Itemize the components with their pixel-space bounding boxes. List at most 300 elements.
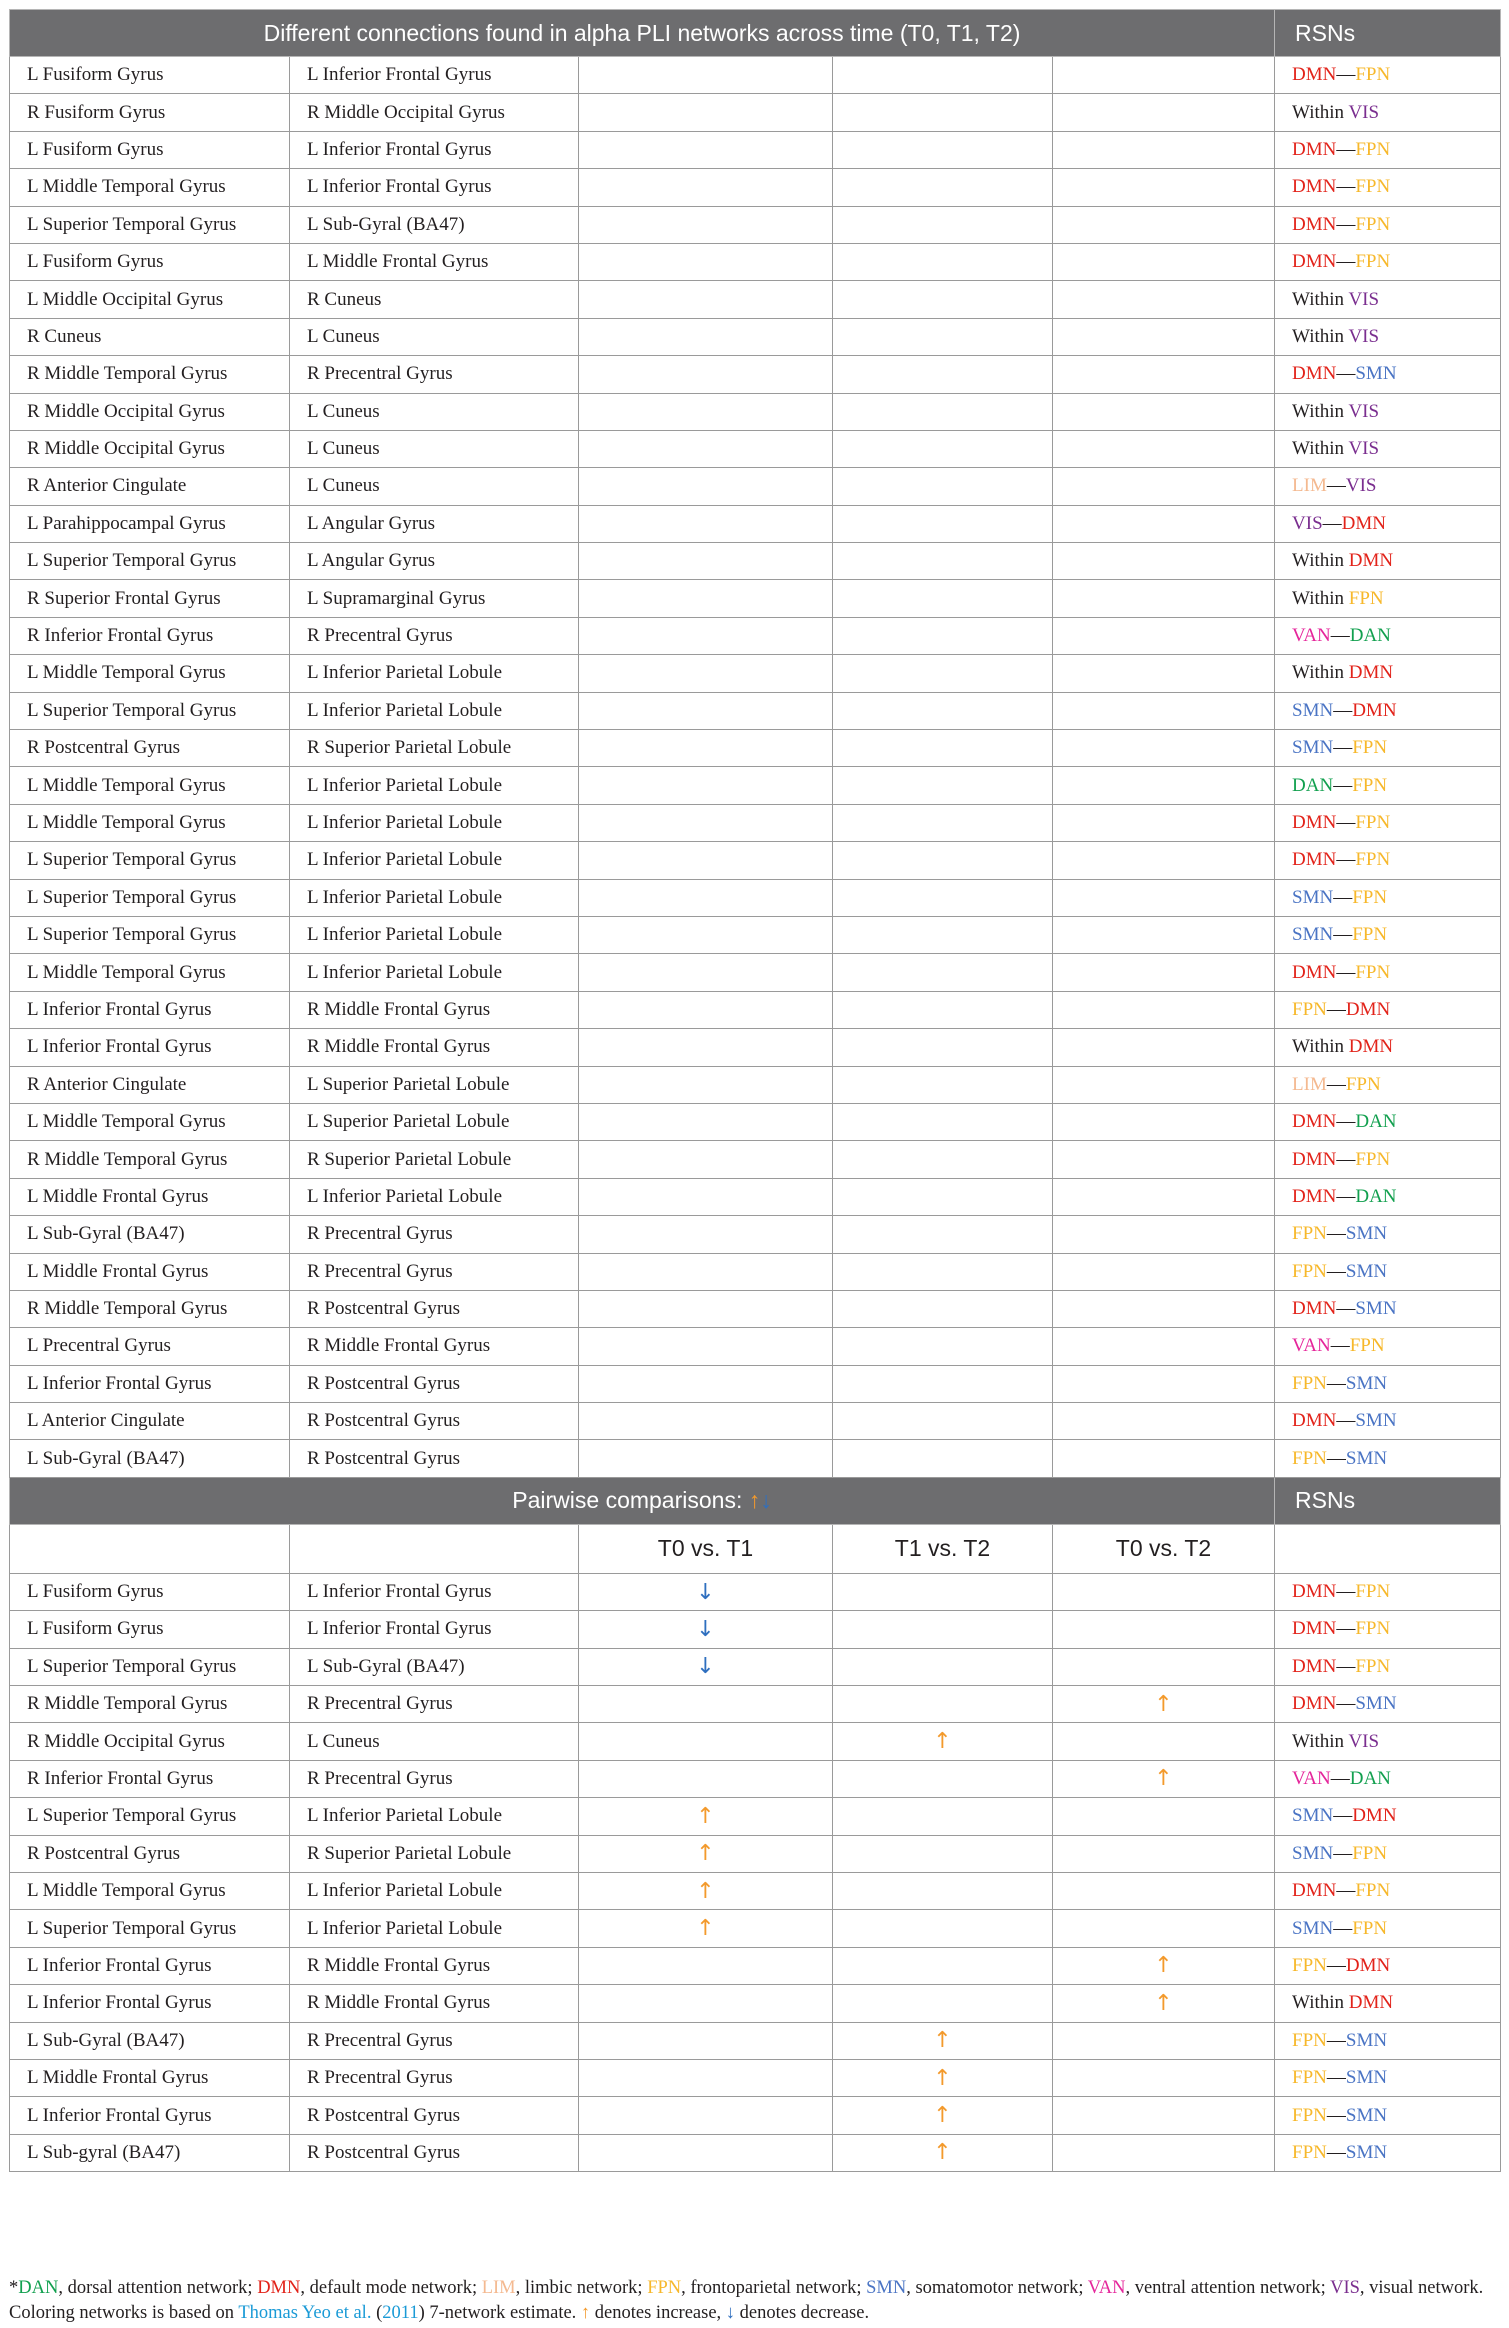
empty-cell xyxy=(833,468,1053,505)
rsn-dash: — xyxy=(1326,1372,1346,1394)
region-a-cell: R Superior Frontal Gyrus xyxy=(10,580,290,617)
footnote-van-text: , ventral attention network; xyxy=(1125,2278,1331,2298)
region-b-cell: R Superior Parietal Lobule xyxy=(290,730,579,767)
rsn-network-2: FPN xyxy=(1352,1917,1388,1939)
region-a-cell: L Middle Temporal Gyrus xyxy=(10,655,290,692)
region-a-cell: L Middle Temporal Gyrus xyxy=(10,1103,290,1140)
empty-cell xyxy=(579,393,833,430)
comparison-cell xyxy=(579,1648,833,1685)
table-row xyxy=(10,243,1501,280)
rsn-within-label: Within xyxy=(1292,1730,1345,1752)
region-a-cell: L Precentral Gyrus xyxy=(10,1328,290,1365)
empty-cell xyxy=(833,692,1053,729)
empty-cell xyxy=(579,879,833,916)
table-title-row xyxy=(10,10,1501,57)
footnote-vis-text: , visual network. Coloring networks is based on xyxy=(9,2278,1484,2323)
region-a-cell: R Inferior Frontal Gyrus xyxy=(10,617,290,654)
empty-cell xyxy=(579,617,833,654)
arrow-up-icon: ↑ xyxy=(1154,1990,1173,2016)
rsn-network-2: FPN xyxy=(1355,1618,1391,1640)
rsn-cell xyxy=(1275,1910,1501,1947)
rsn-network: VIS xyxy=(1348,438,1380,460)
footnote-dmn-text: , default mode network; xyxy=(300,2278,482,2298)
region-b-cell: L Inferior Parietal Lobule xyxy=(290,1910,579,1947)
pairwise-row xyxy=(10,1798,1501,1835)
pairwise-row xyxy=(10,1985,1501,2022)
rsn-dash: — xyxy=(1326,1447,1346,1469)
rsn-cell xyxy=(1275,991,1501,1028)
rsn-within-label: Within xyxy=(1292,587,1345,609)
region-a-cell: L Fusiform Gyrus xyxy=(10,243,290,280)
empty-cell xyxy=(833,954,1053,991)
comparison-cell xyxy=(579,2134,833,2171)
rsn-network-2: DMN xyxy=(1352,1805,1397,1827)
empty-cell xyxy=(579,1403,833,1440)
empty-cell xyxy=(833,991,1053,1028)
comparison-cell xyxy=(579,1798,833,1835)
region-b-cell: R Postcentral Gyrus xyxy=(290,1403,579,1440)
arrow-up-icon: ↑ xyxy=(933,2103,952,2128)
pairwise-row xyxy=(10,1910,1501,1947)
region-b-cell: L Sub-Gyral (BA47) xyxy=(290,1648,579,1685)
comparison-cell xyxy=(833,1723,1053,1760)
region-b-cell: L Superior Parietal Lobule xyxy=(290,1066,579,1103)
table-row xyxy=(10,692,1501,729)
region-b-cell: L Cuneus xyxy=(290,430,579,467)
pairwise-row xyxy=(10,1760,1501,1797)
arrow-down-icon: ↓ xyxy=(696,1654,715,1680)
rsn-network-2: DAN xyxy=(1355,1185,1397,1207)
rsn-network-2: DMN xyxy=(1345,998,1391,1020)
table-row xyxy=(10,767,1501,804)
rsn-network-2: SMN xyxy=(1355,1410,1397,1432)
region-a-cell: L Superior Temporal Gyrus xyxy=(10,1648,290,1685)
arrow-up-icon: ↑ xyxy=(1154,1691,1173,1717)
empty-cell xyxy=(1053,1216,1275,1253)
rsn-dash: — xyxy=(1336,1410,1356,1432)
reference-year-link[interactable]: 2011 xyxy=(382,2303,419,2323)
empty-cell xyxy=(579,57,833,94)
rsn-network-1: FPN xyxy=(1292,2029,1327,2051)
empty-cell xyxy=(833,356,1053,393)
rsn-cell xyxy=(1275,692,1501,729)
rsn-cell xyxy=(1275,879,1501,916)
rsn-cell xyxy=(1275,169,1501,206)
region-a-cell: L Superior Temporal Gyrus xyxy=(10,879,290,916)
rsn-dash: — xyxy=(1336,961,1356,983)
rsn-dash: — xyxy=(1333,1805,1353,1827)
rsn-within-label: Within xyxy=(1292,1036,1345,1058)
empty-cell xyxy=(1053,1253,1275,1290)
comparison-cell xyxy=(833,1573,1053,1610)
empty-cell xyxy=(579,655,833,692)
table-row xyxy=(10,1103,1501,1140)
table-row xyxy=(10,954,1501,991)
rsn-network-1: DMN xyxy=(1292,1880,1337,1902)
footnote-lim-text: , limbic network; xyxy=(515,2278,648,2298)
region-a-cell: L Superior Temporal Gyrus xyxy=(10,1910,290,1947)
rsn-network-1: SMN xyxy=(1292,1805,1334,1827)
region-b-cell: R Precentral Gyrus xyxy=(290,2022,579,2059)
region-a-cell: L Middle Temporal Gyrus xyxy=(10,767,290,804)
region-a-cell: L Fusiform Gyrus xyxy=(10,1573,290,1610)
rsn-cell xyxy=(1275,318,1501,355)
reference-link[interactable]: Thomas Yeo et al. xyxy=(238,2303,372,2323)
empty-cell xyxy=(579,1141,833,1178)
empty-cell xyxy=(579,356,833,393)
empty-cell xyxy=(833,1328,1053,1365)
region-b-cell: R Middle Frontal Gyrus xyxy=(290,1985,579,2022)
empty-cell xyxy=(579,1216,833,1253)
region-b-cell: R Postcentral Gyrus xyxy=(290,1365,579,1402)
pairwise-row xyxy=(10,1872,1501,1909)
rsn-cell xyxy=(1275,131,1501,168)
table-row xyxy=(10,94,1501,131)
pairwise-row xyxy=(10,2134,1501,2171)
empty-cell xyxy=(579,804,833,841)
rsn-dash: — xyxy=(1336,64,1356,86)
empty-cell xyxy=(1053,1403,1275,1440)
rsn-network-1: FPN xyxy=(1292,1260,1327,1282)
arrow-down-icon: ↓ xyxy=(725,2303,736,2323)
rsn-network-2: FPN xyxy=(1355,1880,1391,1902)
comparison-cell xyxy=(579,1686,833,1723)
arrow-up-icon: ↑ xyxy=(696,1878,715,1904)
empty-cell xyxy=(1053,393,1275,430)
rsn-network-1: FPN xyxy=(1292,1447,1327,1469)
empty-cell xyxy=(833,131,1053,168)
empty-cell xyxy=(1053,356,1275,393)
empty-cell xyxy=(833,243,1053,280)
rsn-network: DMN xyxy=(1348,1992,1394,2014)
empty-cell xyxy=(1053,842,1275,879)
region-a-cell: L Middle Frontal Gyrus xyxy=(10,1253,290,1290)
comparison-cell xyxy=(579,1723,833,1760)
region-b-cell: L Inferior Parietal Lobule xyxy=(290,767,579,804)
pairwise-row xyxy=(10,1648,1501,1685)
rsn-within-label: Within xyxy=(1292,288,1345,310)
region-a-cell: L Inferior Frontal Gyrus xyxy=(10,991,290,1028)
empty-cell xyxy=(579,1440,833,1477)
rsn-network-2: FPN xyxy=(1352,886,1388,908)
comparison-cell xyxy=(833,1985,1053,2022)
rsn-dash: — xyxy=(1326,998,1346,1020)
empty-cell xyxy=(1053,1440,1275,1477)
rsn-network-1: SMN xyxy=(1292,924,1334,946)
table-title: Different connections found in alpha PLI networks across time (T0, T1, T2) xyxy=(10,10,1275,57)
rsn-network-1: FPN xyxy=(1292,1954,1327,1976)
empty-cell xyxy=(833,1029,1053,1066)
pairwise-row xyxy=(10,1723,1501,1760)
rsn-dash: — xyxy=(1333,737,1353,759)
comparison-cell xyxy=(1053,1947,1275,1984)
comparison-cell xyxy=(833,1760,1053,1797)
rsn-cell xyxy=(1275,468,1501,505)
rsn-dash: — xyxy=(1333,1917,1353,1939)
arrow-up-icon: ↑ xyxy=(1154,1766,1173,1792)
empty-cell xyxy=(579,730,833,767)
rsn-cell xyxy=(1275,1611,1501,1648)
rsn-network-1: FPN xyxy=(1292,2104,1327,2126)
region-a-cell: L Sub-Gyral (BA47) xyxy=(10,1216,290,1253)
table-row xyxy=(10,1290,1501,1327)
rsn-within-label: Within xyxy=(1292,438,1345,460)
rsn-cell xyxy=(1275,730,1501,767)
rsn-within-label: Within xyxy=(1292,101,1345,123)
table-row xyxy=(10,206,1501,243)
rsn-network-2: DAN xyxy=(1355,1111,1397,1133)
region-a-cell: L Middle Frontal Gyrus xyxy=(10,1178,290,1215)
rsn-network-2: DMN xyxy=(1352,699,1397,721)
empty-cell xyxy=(1053,281,1275,318)
region-b-cell: L Inferior Parietal Lobule xyxy=(290,1178,579,1215)
region-b-cell: R Precentral Gyrus xyxy=(290,1760,579,1797)
rsn-cell xyxy=(1275,655,1501,692)
comparison-cell xyxy=(833,2097,1053,2134)
rsn-network-2: FPN xyxy=(1355,176,1391,198)
footnote-down-text: denotes decrease. xyxy=(735,2303,870,2323)
comparison-cell xyxy=(833,1872,1053,1909)
rsn-network-2: SMN xyxy=(1345,1447,1388,1469)
empty-cell xyxy=(833,57,1053,94)
empty-cell xyxy=(833,281,1053,318)
empty-cell xyxy=(1053,1365,1275,1402)
rsn-network-2: FPN xyxy=(1355,1581,1391,1603)
rsn-network-2: SMN xyxy=(1355,363,1397,385)
rsn-cell xyxy=(1275,281,1501,318)
rsn-network-2: SMN xyxy=(1345,1260,1388,1282)
empty-cell xyxy=(833,318,1053,355)
rsn-cell xyxy=(1275,1686,1501,1723)
empty-cell xyxy=(579,842,833,879)
rsn-network-2: FPN xyxy=(1355,138,1391,160)
region-a-cell: R Anterior Cingulate xyxy=(10,468,290,505)
pairwise-row xyxy=(10,1573,1501,1610)
rsn-network-1: SMN xyxy=(1292,1917,1334,1939)
rsn-cell xyxy=(1275,57,1501,94)
empty-cell xyxy=(1053,916,1275,953)
empty-cell xyxy=(579,1328,833,1365)
empty-cell xyxy=(1053,954,1275,991)
rsn-cell xyxy=(1275,580,1501,617)
pairwise-column-header-row xyxy=(10,1524,1501,1573)
pairwise-row xyxy=(10,1686,1501,1723)
rsn-dash: — xyxy=(1322,512,1342,534)
empty-cell xyxy=(833,1290,1053,1327)
empty-cell xyxy=(833,393,1053,430)
empty-cell xyxy=(579,468,833,505)
empty-cell xyxy=(833,916,1053,953)
region-a-cell: R Middle Temporal Gyrus xyxy=(10,1290,290,1327)
rsn-cell xyxy=(1275,1573,1501,1610)
arrow-up-icon: ↑ xyxy=(933,2028,952,2054)
rsn-cell xyxy=(1275,767,1501,804)
empty-cell xyxy=(1053,655,1275,692)
connections-table xyxy=(9,9,1501,2172)
rsn-network-2: FPN xyxy=(1355,213,1391,235)
pairwise-title-row xyxy=(10,1477,1501,1524)
rsn-cell xyxy=(1275,1798,1501,1835)
rsn-cell xyxy=(1275,804,1501,841)
empty-cell xyxy=(833,1440,1053,1477)
empty-cell xyxy=(579,94,833,131)
footnote-smn-text: , somatomotor network; xyxy=(906,2278,1088,2298)
footnote-smn: SMN xyxy=(866,2278,907,2298)
rsn-network-1: DMN xyxy=(1292,849,1337,871)
rsn-network-2: FPN xyxy=(1355,1655,1391,1677)
region-a-cell: L Fusiform Gyrus xyxy=(10,57,290,94)
rsn-cell xyxy=(1275,954,1501,991)
rsn-network: VIS xyxy=(1348,325,1380,347)
region-b-cell: R Postcentral Gyrus xyxy=(290,1290,579,1327)
region-a-cell: L Fusiform Gyrus xyxy=(10,131,290,168)
table-row xyxy=(10,617,1501,654)
arrow-up-icon: ↑ xyxy=(696,1841,715,1867)
region-a-cell: L Inferior Frontal Gyrus xyxy=(10,2097,290,2134)
rsn-cell xyxy=(1275,1440,1501,1477)
region-b-cell: L Angular Gyrus xyxy=(290,543,579,580)
region-b-cell: L Cuneus xyxy=(290,1723,579,1760)
rsn-dash: — xyxy=(1333,774,1353,796)
table-body xyxy=(10,10,1501,2172)
rsn-cell xyxy=(1275,2022,1501,2059)
region-b-cell: L Inferior Frontal Gyrus xyxy=(290,57,579,94)
rsn-cell xyxy=(1275,243,1501,280)
rsn-dash: — xyxy=(1330,1335,1350,1357)
rsn-network-2: FPN xyxy=(1352,737,1388,759)
region-a-cell: L Sub-Gyral (BA47) xyxy=(10,1440,290,1477)
comparison-cell xyxy=(1053,1798,1275,1835)
region-a-cell: L Superior Temporal Gyrus xyxy=(10,206,290,243)
rsn-dash: — xyxy=(1336,138,1356,160)
comparison-cell xyxy=(833,2134,1053,2171)
table-row xyxy=(10,1440,1501,1477)
rsn-network-2: DAN xyxy=(1349,625,1391,647)
rsn-network-2: FPN xyxy=(1345,1073,1381,1095)
rsn-network: VIS xyxy=(1348,101,1380,123)
region-a-cell: R Middle Occipital Gyrus xyxy=(10,1723,290,1760)
rsn-network-1: VAN xyxy=(1292,625,1331,647)
empty-cell xyxy=(1053,505,1275,542)
rsn-dash: — xyxy=(1330,625,1350,647)
rsn-network-2: SMN xyxy=(1345,2141,1388,2163)
rsn-network-1: LIM xyxy=(1292,1073,1327,1095)
rsn-dash: — xyxy=(1326,1954,1346,1976)
region-b-cell: R Superior Parietal Lobule xyxy=(290,1835,579,1872)
rsn-network: FPN xyxy=(1348,587,1384,609)
rsn-dash: — xyxy=(1336,849,1356,871)
empty-cell xyxy=(833,505,1053,542)
table-row xyxy=(10,318,1501,355)
footnote-dmn: DMN xyxy=(257,2278,301,2298)
rsn-network-1: DMN xyxy=(1292,1618,1337,1640)
comparison-cell xyxy=(579,2022,833,2059)
arrow-down-icon: ↓ xyxy=(760,1487,772,1514)
rsn-network-1: DMN xyxy=(1292,1410,1337,1432)
rsn-cell xyxy=(1275,2134,1501,2171)
region-a-cell: R Inferior Frontal Gyrus xyxy=(10,1760,290,1797)
empty-cell xyxy=(579,243,833,280)
region-b-cell: L Angular Gyrus xyxy=(290,505,579,542)
empty-cell xyxy=(1053,243,1275,280)
region-b-cell: R Precentral Gyrus xyxy=(290,356,579,393)
footnote-fpn-text: , frontoparietal network; xyxy=(681,2278,867,2298)
arrow-down-icon: ↓ xyxy=(696,1579,715,1605)
table-container xyxy=(9,9,1500,2172)
rsn-dash: — xyxy=(1336,1298,1356,1320)
empty-cell xyxy=(833,543,1053,580)
region-a-cell: L Superior Temporal Gyrus xyxy=(10,842,290,879)
table-row xyxy=(10,281,1501,318)
rsn-cell xyxy=(1275,1290,1501,1327)
rsn-dash: — xyxy=(1336,363,1356,385)
table-row xyxy=(10,1328,1501,1365)
comparison-cell xyxy=(1053,1872,1275,1909)
empty-cell xyxy=(579,281,833,318)
rsn-cell xyxy=(1275,1178,1501,1215)
empty-cell xyxy=(1053,1141,1275,1178)
table-row xyxy=(10,1029,1501,1066)
region-a-cell: L Inferior Frontal Gyrus xyxy=(10,1985,290,2022)
rsn-dash: — xyxy=(1336,1880,1356,1902)
region-a-cell: L Inferior Frontal Gyrus xyxy=(10,1947,290,1984)
empty-cell xyxy=(1053,57,1275,94)
rsn-dash: — xyxy=(1326,2067,1346,2089)
rsn-network-2: FPN xyxy=(1352,1842,1388,1864)
footnote-lim: LIM xyxy=(481,2278,516,2298)
region-a-cell: L Parahippocampal Gyrus xyxy=(10,505,290,542)
arrow-down-icon: ↓ xyxy=(696,1616,715,1642)
pairwise-title-text: Pairwise comparisons: xyxy=(512,1487,743,1514)
rsn-dash: — xyxy=(1330,1767,1350,1789)
empty-cell xyxy=(833,1216,1053,1253)
region-b-cell: L Inferior Parietal Lobule xyxy=(290,1798,579,1835)
arrow-up-icon: ↑ xyxy=(1154,1953,1173,1979)
rsn-network: DMN xyxy=(1348,550,1394,572)
rsn-network-2: FPN xyxy=(1355,1148,1391,1170)
empty-cell xyxy=(579,1290,833,1327)
empty-cell xyxy=(579,1066,833,1103)
empty-header xyxy=(1275,1524,1501,1573)
rsn-cell xyxy=(1275,206,1501,243)
arrow-up-icon: ↑ xyxy=(748,1487,761,1514)
rsn-cell xyxy=(1275,916,1501,953)
region-a-cell: L Fusiform Gyrus xyxy=(10,1611,290,1648)
rsn-network: VIS xyxy=(1348,400,1380,422)
arrow-up-icon: ↑ xyxy=(696,1803,715,1829)
rsn-network-2: SMN xyxy=(1345,2104,1388,2126)
rsn-network-1: DMN xyxy=(1292,213,1337,235)
rsn-network-1: DMN xyxy=(1292,1655,1337,1677)
table-row xyxy=(10,1178,1501,1215)
arrow-up-icon: ↑ xyxy=(933,2140,952,2166)
rsn-within-label: Within xyxy=(1292,325,1345,347)
rsn-network-2: FPN xyxy=(1355,251,1391,273)
rsn-cell xyxy=(1275,1066,1501,1103)
empty-cell xyxy=(1053,1066,1275,1103)
comparison-cell xyxy=(579,1947,833,1984)
empty-cell xyxy=(833,580,1053,617)
pairwise-row xyxy=(10,2059,1501,2096)
rsn-cell xyxy=(1275,1947,1501,1984)
region-b-cell: L Inferior Parietal Lobule xyxy=(290,655,579,692)
table-row xyxy=(10,842,1501,879)
empty-cell xyxy=(833,804,1053,841)
comparison-cell xyxy=(833,1611,1053,1648)
rsn-dash: — xyxy=(1333,924,1353,946)
rsn-header: RSNs xyxy=(1275,10,1501,57)
rsn-cell xyxy=(1275,1365,1501,1402)
